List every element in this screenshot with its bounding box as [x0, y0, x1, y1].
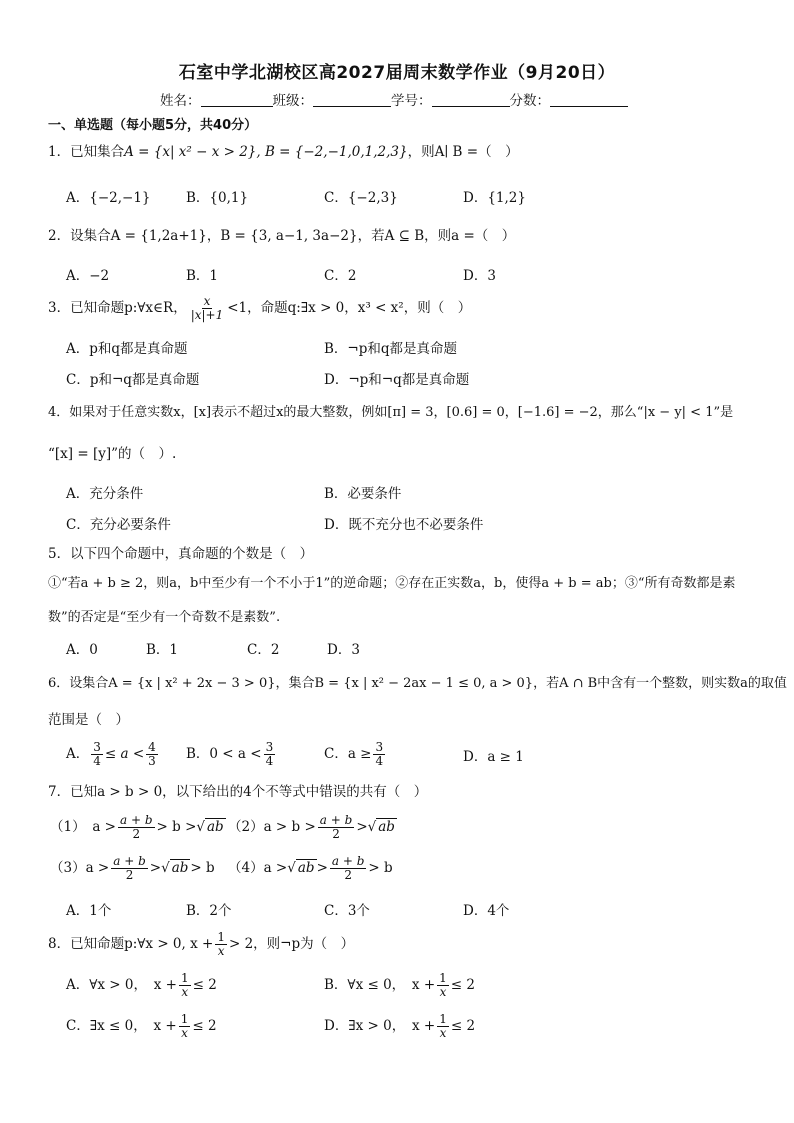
q7-option-b[interactable]: B．2个 [186, 903, 232, 919]
id-label: 学号： [391, 93, 432, 109]
q1-option-c[interactable]: C．{−2,3} [324, 190, 398, 206]
page-title: 石室中学北湖校区高2027届周末数学作业（9月20日） [178, 63, 616, 83]
q2-option-b[interactable]: B．1 [186, 268, 219, 284]
question-7: 7．已知a > b > 0，以下给出的4个不等式中错误的共有（ ） [48, 784, 428, 800]
q7-inequality-4 [228, 853, 393, 883]
q6-option-c[interactable] [324, 739, 387, 769]
question-4-line-1: 4．如果对于任意实数x，[x]表示不超过x的最大整数，例如[π] = 3，[0.6] = 0，[−1.6] = −2，那么“|x − y| < 1”是 [48, 405, 734, 420]
q8-c-pre: C．∃x ≤ 0， x + [66, 1018, 177, 1034]
q8-num: 1 [217, 930, 225, 944]
q7-i1-den: 2 [132, 827, 141, 841]
q3-frac-den: |x|+1 [190, 308, 224, 322]
q7-i1-pre: （1） a > [50, 819, 116, 835]
q6-c-frac [373, 741, 385, 768]
q8-a-num: 1 [180, 971, 189, 985]
sqrt-icon [287, 859, 316, 876]
q3-option-d[interactable]: D．¬p和¬q都是真命题 [324, 372, 470, 388]
q6-a-prefix: A． [66, 746, 90, 762]
q8-post: > 2，则¬p为（ ） [228, 936, 355, 952]
q8-a-den: x [181, 985, 189, 999]
q7-option-d[interactable]: D．4个 [463, 903, 510, 919]
q2-option-c[interactable]: C．2 [324, 268, 357, 284]
q8-a-pre: A．∀x > 0， x + [66, 977, 177, 993]
id-blank[interactable] [432, 94, 510, 107]
q8-option-c[interactable] [66, 1011, 217, 1041]
q8-d-num: 1 [439, 1012, 447, 1026]
q7-i1-post: > b > [156, 819, 197, 835]
q8-d-frac [437, 1013, 449, 1040]
q6-option-a[interactable] [66, 739, 160, 769]
q8-option-a[interactable] [66, 970, 217, 1000]
q7-i4-frac [330, 855, 367, 882]
q8-c-den: x [181, 1026, 188, 1040]
q2-option-a[interactable]: A．−2 [66, 268, 110, 284]
q7-i3-end: > b [190, 860, 215, 876]
question-8 [48, 928, 748, 960]
q6-option-b[interactable] [186, 739, 277, 769]
q6-b-den: 4 [265, 754, 274, 768]
question-6-line-2: 范围是（ ） [48, 712, 129, 728]
q7-i1-frac [118, 814, 155, 841]
q6-c-num: 3 [375, 740, 384, 754]
sqrt-icon [161, 859, 190, 876]
q6-a-num-2: 4 [148, 740, 156, 754]
q7-i2-frac [318, 814, 355, 841]
q3-option-c[interactable]: C．p和¬q都是真命题 [66, 372, 200, 388]
q3-frac-num: x [203, 294, 211, 308]
q1-sets: A = {x| x² − x > 2}, B = {−2,−1,0,1,2,3} [124, 144, 408, 160]
q8-b-frac [437, 972, 449, 999]
question-2: 2．设集合A = {1,2a+1}，B = {3, a−1, 3a−2}，若A ⊆ B，则a =（ ） [48, 228, 516, 244]
q8-c-frac [179, 1013, 191, 1040]
q1-option-d[interactable]: D．{1,2} [463, 190, 526, 206]
q8-b-den: x [439, 985, 447, 999]
q7-i4-mid: > [316, 860, 328, 876]
class-blank[interactable] [313, 94, 391, 107]
sqrt-icon [368, 818, 397, 835]
q7-i3-num: a + b [113, 854, 146, 868]
q7-i2-sqrt: ab [378, 819, 395, 835]
q7-option-c[interactable]: C．3个 [324, 903, 370, 919]
class-label: 班级： [272, 93, 313, 109]
q3-post: <1，命题q:∃x > 0，x³ < x²，则（ ） [227, 300, 472, 316]
q8-a-frac [179, 972, 191, 999]
question-3 [48, 290, 748, 326]
q6-option-d[interactable]: D．a ≥ 1 [463, 749, 524, 765]
q8-b-post: ≤ 2 [450, 977, 475, 993]
q6-b-prefix: B．0 < a < [186, 746, 262, 762]
q7-inequality-2 [228, 812, 397, 842]
q6-a-mid: ≤ a < [104, 746, 145, 762]
q4-option-d[interactable]: D．既不充分也不必要条件 [324, 517, 484, 533]
q5-option-d[interactable]: D．3 [327, 642, 360, 658]
q6-a-den-2: 3 [148, 754, 156, 768]
q8-pre: 8．已知命题p:∀x > 0, x + [48, 936, 214, 952]
q7-i3-post: > [149, 860, 162, 876]
q7-i1-sqrt: ab [207, 819, 224, 835]
score-label: 分数： [509, 93, 550, 109]
q1-option-a[interactable]: A．{−2,−1} [66, 190, 151, 206]
q7-i3-frac [111, 855, 148, 882]
q8-c-num: 1 [180, 1012, 189, 1026]
score-blank[interactable] [550, 94, 628, 107]
q6-b-frac [264, 741, 276, 768]
sqrt-icon [196, 818, 225, 835]
q7-i4-num: a + b [331, 854, 365, 868]
q7-i2-den: 2 [332, 827, 340, 841]
q3-option-a[interactable]: A．p和q都是真命题 [66, 341, 188, 357]
question-4-line-2: “[x] = [y]”的（ ）. [48, 446, 177, 462]
q6-a-num-1: 3 [93, 740, 101, 754]
q8-d-den: x [439, 1026, 447, 1040]
q5-option-c[interactable]: C．2 [247, 642, 280, 658]
q3-fraction [189, 295, 226, 322]
q1-stem: 1．已知集合 [48, 144, 125, 160]
q6-a-frac-1 [91, 741, 103, 768]
q8-a-post: ≤ 2 [192, 977, 217, 993]
q5-option-a[interactable]: A．0 [66, 642, 98, 658]
section-heading: 一、单选题（每小题5分，共40分） [48, 118, 258, 133]
q8-b-pre: B．∀x ≤ 0， x + [324, 977, 436, 993]
q7-i3-sqrt: ab [171, 860, 189, 876]
q1-tail: ，则A∣ B =（ ） [407, 144, 519, 160]
q7-i2-pre: （2）a > b > [228, 819, 316, 835]
q8-option-b[interactable] [324, 970, 475, 1000]
q4-option-b[interactable]: B．必要条件 [324, 486, 402, 502]
q7-i2-post: > [356, 819, 368, 835]
q6-a-frac-2 [146, 741, 158, 768]
q7-i4-end: > b [368, 860, 393, 876]
q4-option-a[interactable]: A．充分条件 [66, 486, 144, 502]
q8-d-pre: D．∃x > 0， x + [324, 1018, 436, 1034]
q7-i3-den: 2 [125, 868, 134, 882]
student-info-line [160, 89, 628, 109]
q7-inequality-1 [50, 812, 226, 842]
q8-b-num: 1 [439, 971, 447, 985]
q6-c-den: 4 [375, 754, 384, 768]
q7-i4-pre: （4）a > [228, 860, 288, 876]
q5-body: ①“若a + b ≥ 2，则a，b中至少有一个不小于1”的逆命题；②存在正实数a，b，使得a + b = ab；③“所有奇数都是素数”的否定是“至少有一个奇数不是素数”. [48, 576, 736, 625]
name-label: 姓名： [160, 93, 201, 109]
q7-i4-sqrt: ab [297, 860, 315, 876]
q6-c-prefix: C．a ≥ [324, 746, 372, 762]
q8-frac [215, 931, 227, 958]
q1-option-b[interactable]: B．{0,1} [186, 190, 249, 206]
question-5: 5．以下四个命题中，真命题的个数是（ ） [48, 546, 314, 562]
q7-inequality-3 [50, 853, 215, 883]
q3-pre: 3．已知命题p:∀x∈R， [48, 300, 187, 316]
name-blank[interactable] [201, 94, 273, 107]
q8-d-post: ≤ 2 [450, 1018, 476, 1034]
q6-a-den-1: 4 [93, 754, 101, 768]
q7-option-a[interactable]: A．1个 [66, 903, 112, 919]
question-1 [48, 143, 748, 161]
q7-i3-pre: （3）a > [50, 860, 110, 876]
question-6-line-1: 6．设集合A = {x | x² + 2x − 3 > 0}，集合B = {x | x² − 2ax − 1 ≤ 0, a > 0}，若A ∩ B中含有一个整数，则实数a的取值 [48, 676, 787, 691]
q7-i1-num: a + b [120, 813, 153, 827]
q8-den: x [217, 944, 225, 958]
q8-option-d[interactable] [324, 1011, 475, 1041]
q7-i4-den: 2 [344, 868, 352, 882]
q5-option-b[interactable]: B．1 [146, 642, 179, 658]
q8-c-post: ≤ 2 [192, 1018, 217, 1034]
q6-b-num: 3 [265, 740, 274, 754]
q3-option-b[interactable]: B．¬p和q都是真命题 [324, 341, 458, 357]
q4-option-c[interactable]: C．充分必要条件 [66, 517, 171, 533]
q2-option-d[interactable]: D．3 [463, 268, 496, 284]
q7-i2-num: a + b [319, 813, 353, 827]
